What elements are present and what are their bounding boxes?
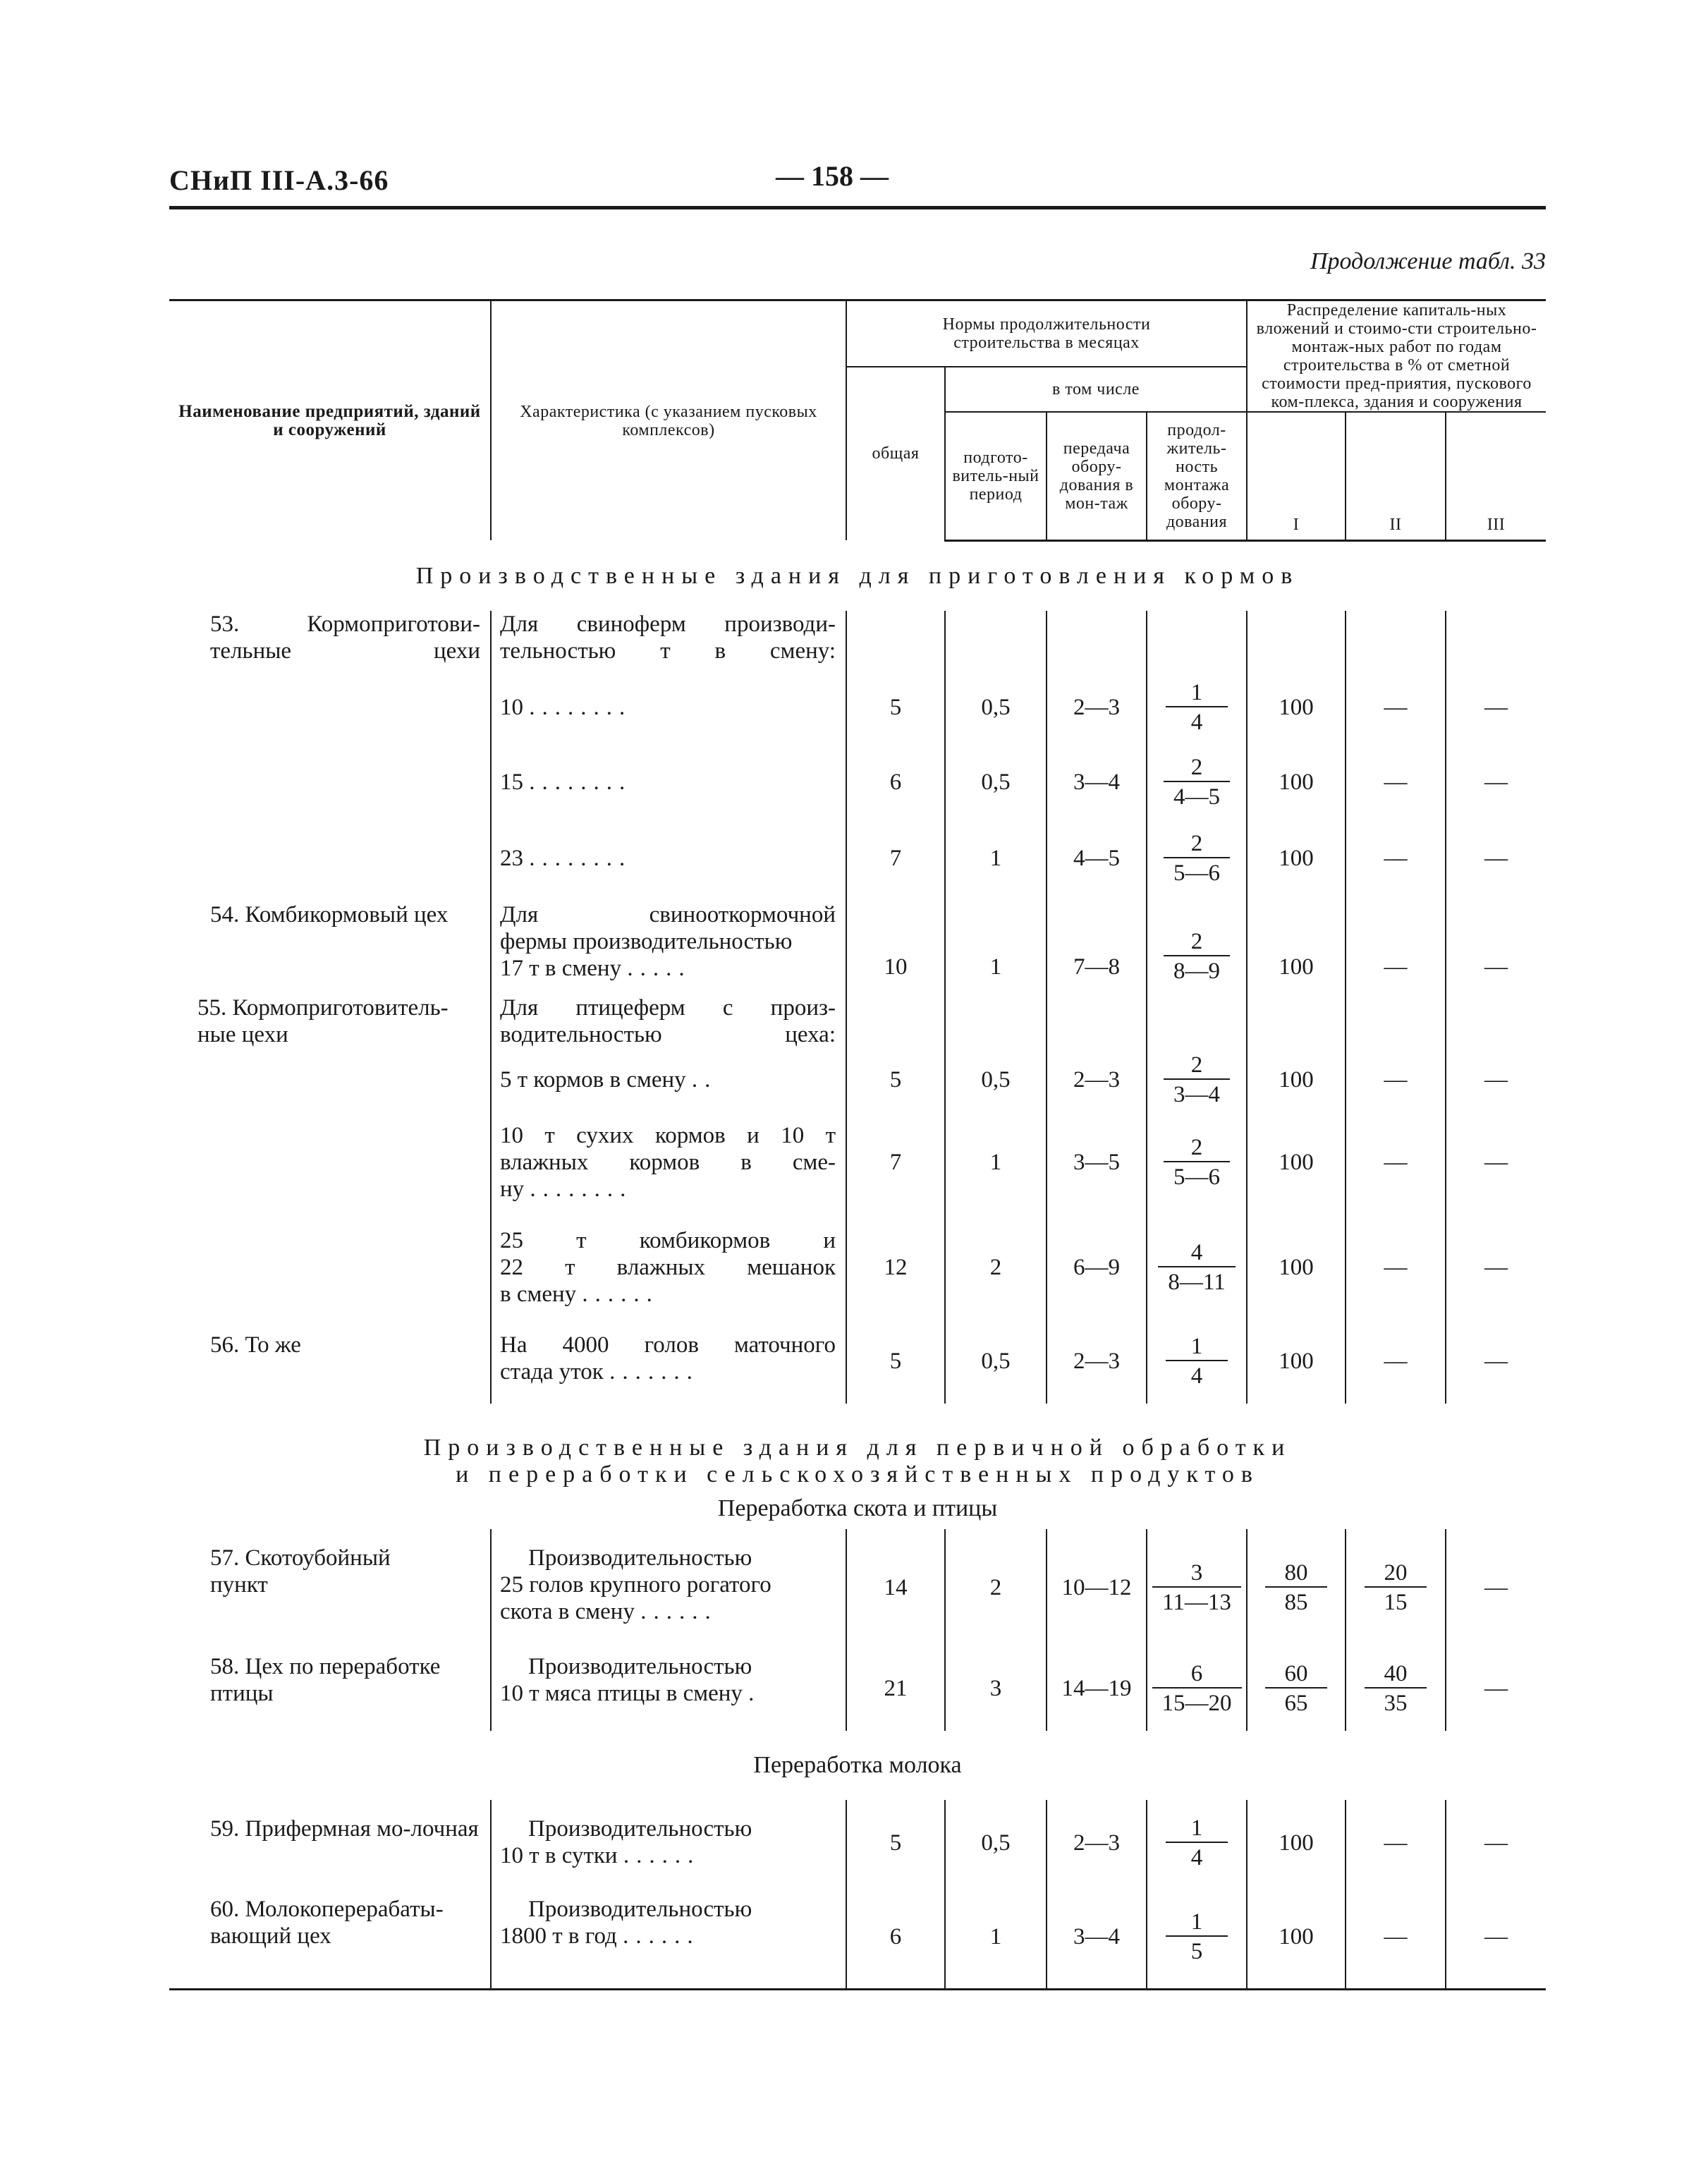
cell-total: 10 [846,897,945,985]
row-53c-label: 23 ........ [491,820,846,897]
table-row [169,745,1546,820]
cell-transfer: 2—3 [1047,1051,1147,1109]
cell-install: $\frac{2}{3—4}$ [1147,1051,1247,1109]
cell-install: $\frac{3}{11—13}$ [1147,1529,1247,1646]
col-header-year-1: I [1247,412,1346,540]
cell-year-1: $\frac{60}{65}$ [1247,1646,1346,1731]
cell-year-3: — [1446,1051,1546,1109]
cell-install: $\frac{2}{4—5}$ [1147,745,1247,820]
cell-total: 5 [846,1800,945,1886]
cell-total: 7 [846,820,945,897]
cell-year-1: 100 [1247,897,1346,985]
table-row [169,1319,1546,1404]
cell-year-2: — [1346,670,1446,745]
cell-install: $\frac{2}{5—6}$ [1147,820,1247,897]
norms-table [169,299,1546,1990]
col-header-distribution: Распределение капиталь-ных вложений и стоимо-сти строительно-монтаж-ных работ по годам строительства в % от сметной стоимости пред-приятия, пускового ком-плекса, здания и сооружения [1247,300,1546,413]
cell-prep: 1 [945,1886,1047,1989]
cell-year-2: — [1346,1109,1446,1216]
row-58-name: 58. Цех по переработке птицы [210,1654,441,1706]
row-59-name: 59. Прифермная мо-лочная [210,1816,479,1842]
row-58-characteristic: Производительностью 10 т мяса птицы в смену . [491,1646,846,1731]
cell-prep: 0,5 [945,1800,1047,1886]
cell-year-2: $\frac{20}{15}$ [1346,1529,1446,1646]
cell-year-3: — [1446,1886,1546,1989]
row-60-characteristic: Производительностью 1800 т в год ...... [491,1886,846,1989]
cell-prep: 1 [945,1109,1047,1216]
cell-transfer: 3—5 [1047,1109,1147,1216]
row-54-characteristic: Для свинооткормочной фермы производительностью 17 т в смену ..... [491,897,846,985]
cell-year-3: — [1446,1800,1546,1886]
cell-install: $\frac{2}{8—9}$ [1147,897,1247,985]
cell-year-2: — [1346,820,1446,897]
cell-total: 14 [846,1529,945,1646]
table-row [169,1529,1546,1646]
row-53-name: 53. Кормоприготови-тельные цехи [210,612,480,664]
table-row [169,1051,1546,1109]
row-55-intro: Для птицеферм с произ-водительностью цеха: [491,985,846,1051]
cell-year-3: — [1446,820,1546,897]
col-header-name: Наименование предприятий, зданий и сооружений [169,300,491,541]
row-55a-label: 5 т кормов в смену .. [491,1051,846,1109]
cell-year-1: 100 [1247,1800,1346,1886]
table-header [169,300,1546,541]
cell-year-1: 100 [1247,1109,1346,1216]
cell-prep: 0,5 [945,1319,1047,1404]
cell-prep: 2 [945,1529,1047,1646]
cell-year-1: 100 [1247,1216,1346,1319]
cell-total: 5 [846,1319,945,1404]
col-header-total: общая [846,367,945,541]
row-55c-label: 25 т комбикормов и 22 т влажных мешанок в смену ...... [491,1216,846,1319]
cell-transfer: 3—4 [1047,745,1147,820]
cell-transfer: 14—19 [1047,1646,1147,1731]
cell-year-2: — [1346,1886,1446,1989]
col-header-transfer: передача обору-дования в мон-таж [1047,412,1147,540]
table-row [169,1886,1546,1989]
table-row [169,1800,1546,1886]
row-55-name: 55. Кормоприготовитель-ные цехи [197,995,449,1047]
cell-transfer: 2—3 [1047,1319,1147,1404]
cell-prep: 1 [945,820,1047,897]
section-title: Производственные здания для первичной обработки и переработки сельскохозяйственных продуктов Переработка скота и птицы [423,1435,1292,1521]
cell-year-2: — [1346,745,1446,820]
page-number: — 158 — [776,160,889,192]
row-59-characteristic: Производительностью 10 т в сутки ...... [491,1800,846,1886]
table-row [169,1646,1546,1731]
row-57-name: 57. Скотоубойный пункт [210,1545,391,1598]
cell-transfer: 3—4 [1047,1886,1147,1989]
cell-year-1: 100 [1247,670,1346,745]
cell-total: 5 [846,1051,945,1109]
row-53b-label: 15 ........ [491,745,846,820]
row-56-characteristic: На 4000 голов маточного стада уток ....... [491,1319,846,1404]
cell-prep: 2 [945,1216,1047,1319]
section-title: Производственные здания для приготовления кормов [415,562,1300,589]
cell-prep: 0,5 [945,670,1047,745]
table-row [169,670,1546,745]
cell-transfer: 6—9 [1047,1216,1147,1319]
cell-year-2: — [1346,897,1446,985]
cell-install: $\frac{1}{4}$ [1147,1800,1247,1886]
cell-year-3: — [1446,1216,1546,1319]
cell-prep: 1 [945,897,1047,985]
row-60-name: 60. Молокоперерабаты-вающий цех [169,1886,491,1989]
cell-year-1: 100 [1247,745,1346,820]
col-header-including: в том числе [945,367,1247,413]
col-header-norms: Нормы продолжительности строительства в месяцах [846,300,1247,367]
row-53-intro: Для свиноферм производи-тельностью т в смену: [491,611,846,670]
cell-year-2: — [1346,1051,1446,1109]
cell-install: $\frac{1}{4}$ [1147,1319,1247,1404]
col-header-year-3: III [1446,412,1546,540]
col-header-install: продол-житель-ность монтажа обору-дования [1147,412,1247,540]
cell-prep: 0,5 [945,745,1047,820]
cell-install: $\frac{4}{8—11}$ [1147,1216,1247,1319]
cell-total: 7 [846,1109,945,1216]
cell-transfer: 7—8 [1047,897,1147,985]
cell-total: 5 [846,670,945,745]
cell-transfer: 2—3 [1047,670,1147,745]
cell-total: 6 [846,1886,945,1989]
cell-transfer: 2—3 [1047,1800,1147,1886]
table-row [169,897,1546,985]
table-continuation-label: Продолжение табл. 33 [1310,248,1546,274]
row-55b-label: 10 т сухих кормов и 10 т влажных кормов в сме- ну ........ [491,1109,846,1216]
cell-year-1: 100 [1247,1319,1346,1404]
table-row [169,985,1546,1051]
cell-year-2: — [1346,1216,1446,1319]
subsection-title: Переработка молока [753,1752,962,1778]
document-code: СНиП III-А.3-66 [169,164,389,196]
cell-year-3: — [1446,1529,1546,1646]
row-53a-label: 10 ........ [491,670,846,745]
cell-year-3: — [1446,897,1546,985]
cell-total: 21 [846,1646,945,1731]
cell-prep: 3 [945,1646,1047,1731]
row-54-name: 54. Комбикормовый цех [210,902,449,927]
header-rule [169,206,1546,209]
cell-total: 6 [846,745,945,820]
col-header-characteristic: Характеристика (с указанием пусковых комплексов) [491,300,846,541]
cell-install: $\frac{6}{15—20}$ [1147,1646,1247,1731]
table-row [169,1216,1546,1319]
cell-install: $\frac{1}{4}$ [1147,670,1247,745]
cell-year-3: — [1446,745,1546,820]
cell-year-2: — [1346,1319,1446,1404]
cell-year-1: $\frac{80}{85}$ [1247,1529,1346,1646]
cell-year-1: 100 [1247,820,1346,897]
cell-year-3: — [1446,670,1546,745]
row-56-name: 56. То же [210,1332,301,1358]
table-row [169,820,1546,897]
table-body [169,540,1546,1989]
cell-year-3: — [1446,1109,1546,1216]
cell-year-1: 100 [1247,1051,1346,1109]
col-header-year-2: II [1346,412,1446,540]
cell-year-2: $\frac{40}{35}$ [1346,1646,1446,1731]
row-57-characteristic: Производительностью 25 голов крупного рогатого скота в смену ...... [491,1529,846,1646]
cell-prep: 0,5 [945,1051,1047,1109]
table-row [169,1109,1546,1216]
cell-total: 12 [846,1216,945,1319]
cell-year-2: — [1346,1800,1446,1886]
cell-transfer: 4—5 [1047,820,1147,897]
cell-install: $\frac{1}{5}$ [1147,1886,1247,1989]
cell-year-1: 100 [1247,1886,1346,1989]
table-row [169,611,1546,670]
cell-install: $\frac{2}{5—6}$ [1147,1109,1247,1216]
col-header-prep: подгото-витель-ный период [945,412,1047,540]
cell-year-3: — [1446,1319,1546,1404]
cell-transfer: 10—12 [1047,1529,1147,1646]
cell-year-3: — [1446,1646,1546,1731]
